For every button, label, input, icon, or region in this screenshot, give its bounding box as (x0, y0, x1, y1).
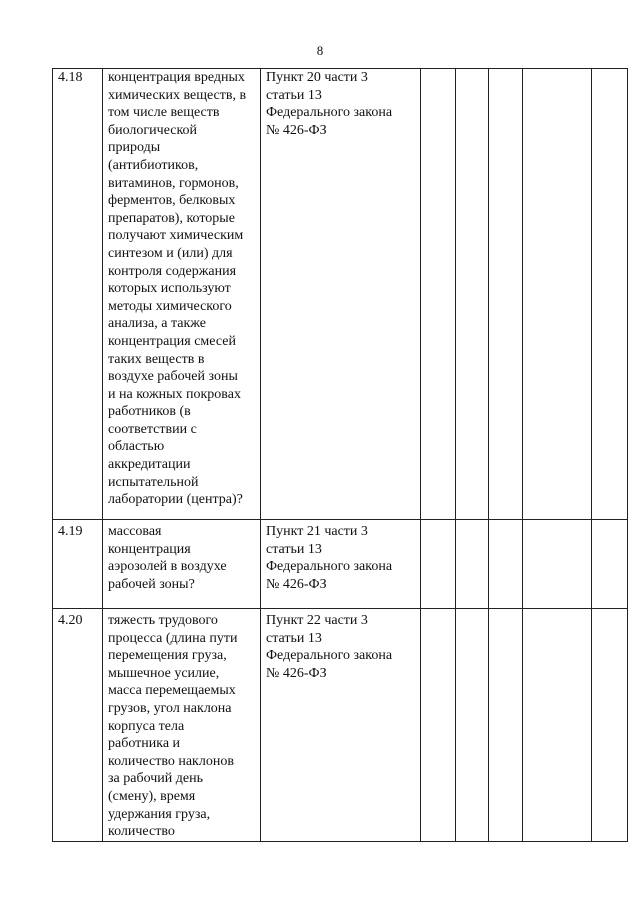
table-row (53, 69, 628, 520)
page-number: 8 (316, 43, 324, 58)
comment-cell (523, 520, 592, 609)
answer-cell-na (489, 609, 523, 842)
comment-cell (523, 609, 592, 842)
answer-cell-yes (421, 609, 456, 842)
comment-cell (523, 69, 592, 520)
answer-cell-na (489, 520, 523, 609)
item-number: 4.18 (53, 69, 103, 520)
answer-cell-yes (421, 520, 456, 609)
answer-cell-na (489, 69, 523, 520)
question-text: тяжесть трудового процесса (длина пути перемещения груза, мышечное усилие, масса перемещаемых грузов, угол наклона корпуса тела работника и количество наклонов за рабочий день (смену), время удержания груза, количество (103, 609, 261, 842)
question-text: массовая концентрация аэрозолей в воздухе рабочей зоны? (103, 520, 261, 609)
table-row (53, 520, 628, 609)
checklist-table (52, 68, 628, 842)
item-number: 4.20 (53, 609, 103, 842)
answer-cell-no (456, 69, 489, 520)
answer-cell-yes (421, 69, 456, 520)
legal-reference: Пункт 20 части 3 статьи 13 Федерального закона № 426-ФЗ (261, 69, 421, 520)
answer-cell-no (456, 609, 489, 842)
question-text: концентрация вредных химических веществ, в том числе веществ биологической природы (антибиотиков, витаминов, гормонов, ферментов, белковых препаратов), которые получают химическим синтезом и (или) для контроля содержания которых используют методы химического анализа, а также концентрация смесей таких веществ в воздухе рабочей зоны и на кожных покровах работников (в соответствии с областью аккредитации испытательной лаборатории (центра)? (103, 69, 261, 520)
legal-reference: Пункт 21 части 3 статьи 13 Федерального закона № 426-ФЗ (261, 520, 421, 609)
extra-cell (592, 609, 628, 842)
table-row (53, 609, 628, 842)
legal-reference: Пункт 22 части 3 статьи 13 Федерального закона № 426-ФЗ (261, 609, 421, 842)
item-number: 4.19 (53, 520, 103, 609)
extra-cell (592, 520, 628, 609)
extra-cell (592, 69, 628, 520)
answer-cell-no (456, 520, 489, 609)
